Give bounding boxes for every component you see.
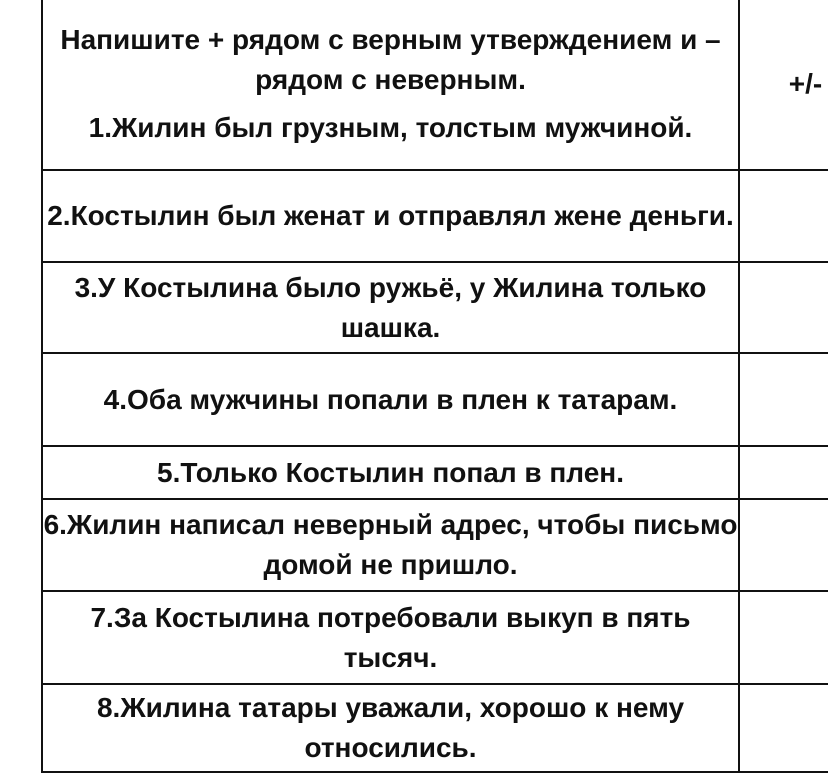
answer-column-header-label: +/- — [788, 67, 823, 99]
true-false-table — [41, 0, 828, 773]
answer-cell[interactable] — [739, 446, 828, 499]
answer-cell[interactable] — [739, 499, 828, 591]
table-row — [42, 0, 828, 170]
statement-cell — [42, 170, 739, 262]
statement-cell — [42, 353, 739, 446]
statement-text: 4.Оба мужчины попали в плен к татарам. — [103, 383, 678, 415]
statement-cell — [42, 591, 739, 684]
answer-cell[interactable] — [739, 591, 828, 684]
table-row — [42, 499, 828, 591]
answer-cell[interactable] — [739, 353, 828, 446]
statement-cell — [42, 262, 739, 353]
statement-text: 7.За Костылина потребовали выкуп в пять тысяч. — [90, 601, 691, 673]
header-cell — [42, 0, 739, 170]
statement-cell — [42, 684, 739, 772]
table-row — [42, 170, 828, 262]
answer-cell[interactable] — [739, 262, 828, 353]
statement-text: 1.Жилин был грузным, толстым мужчиной. — [88, 111, 693, 143]
answer-cell[interactable] — [739, 684, 828, 772]
instruction-text: Напишите + рядом с верным утверждением и – рядом с неверным. — [60, 23, 721, 95]
answer-cell[interactable] — [739, 170, 828, 262]
statement-text: 3.У Костылина было ружьё, у Жилина только шашка. — [74, 271, 707, 343]
statement-text: 8.Жилина татары уважали, хорошо к нему относились. — [96, 692, 685, 763]
statement-text: 2.Костылин был женат и отправлял жене деньги. — [47, 200, 734, 231]
table-row — [42, 591, 828, 684]
statement-cell — [42, 499, 739, 591]
statement-text: 5.Только Костылин попал в плен. — [157, 456, 624, 488]
statement-cell — [42, 446, 739, 499]
statement-text: 6.Жилин написал неверный адрес, чтобы письмо домой не пришло. — [43, 509, 738, 580]
table-row — [42, 684, 828, 772]
table-row — [42, 353, 828, 446]
answer-column-header — [739, 0, 828, 170]
table-row — [42, 446, 828, 499]
table-row — [42, 262, 828, 353]
